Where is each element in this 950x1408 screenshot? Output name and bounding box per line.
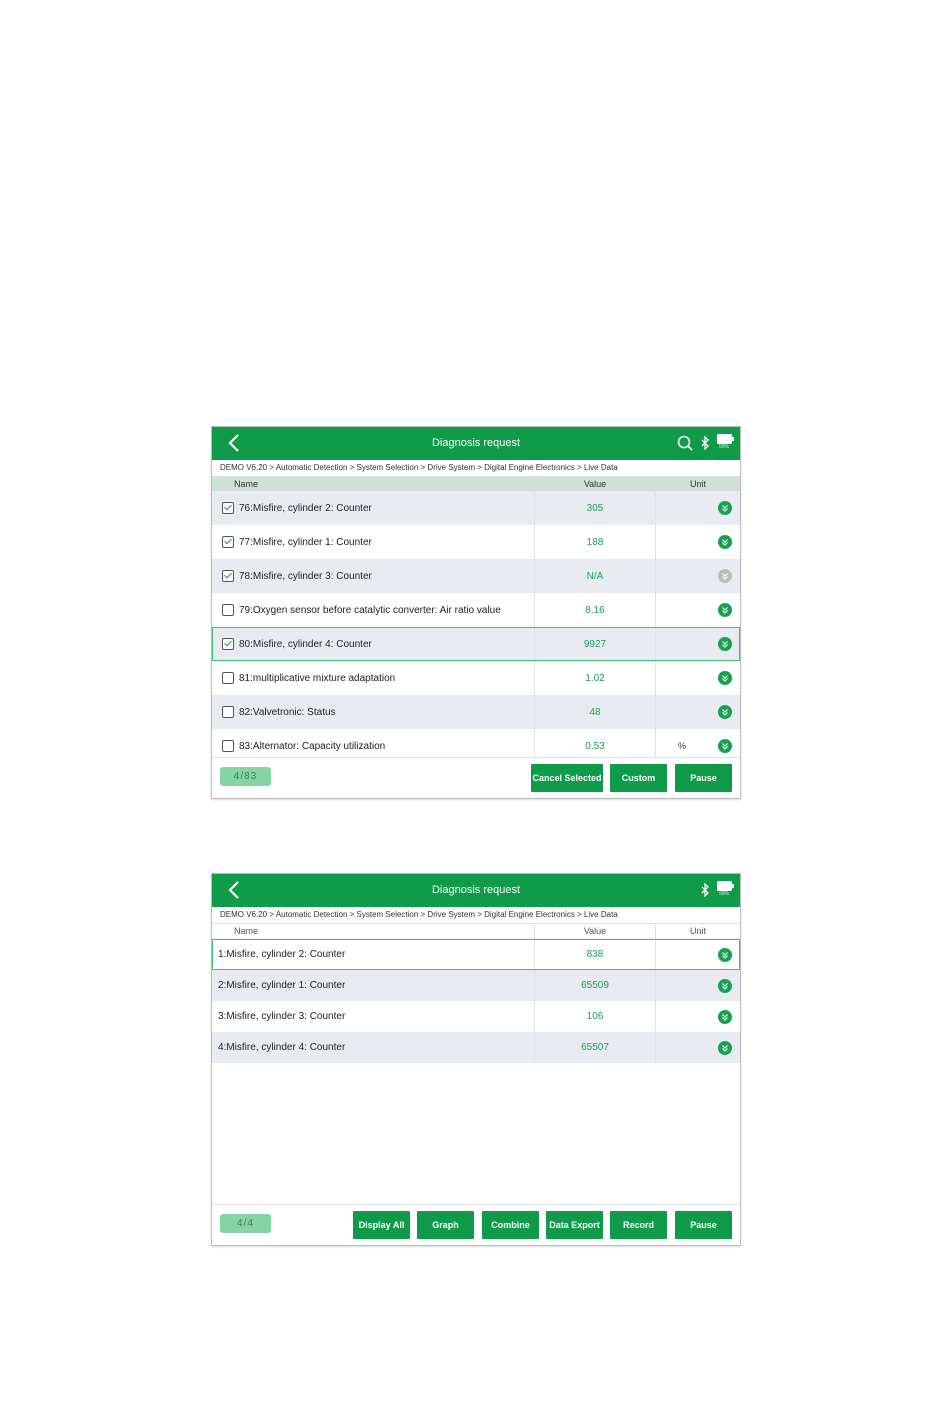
record-button[interactable]: Record xyxy=(610,1211,667,1239)
table-row-selected[interactable] xyxy=(212,939,740,970)
row-value: 838 xyxy=(535,939,656,970)
row-value: 106 xyxy=(535,1001,656,1032)
row-value: 1.02 xyxy=(535,661,656,695)
row-name: 81:multiplicative mixture adaptation xyxy=(239,672,396,684)
expand-chevron-icon[interactable] xyxy=(718,739,732,753)
battery-icon xyxy=(717,881,734,891)
battery-indicator xyxy=(717,434,734,452)
table-row[interactable] xyxy=(212,1032,740,1063)
battery-icon xyxy=(717,434,734,444)
row-name: 79:Oxygen sensor before catalytic converter: Air ratio value xyxy=(239,604,501,616)
row-value: N/A xyxy=(535,559,656,593)
row-name: 4:Misfire, cylinder 4: Counter xyxy=(218,1042,346,1053)
battery-indicator xyxy=(717,881,734,899)
battery-percent: 99% xyxy=(719,444,730,450)
row-name: 2:Misfire, cylinder 1: Counter xyxy=(218,980,346,991)
row-value: 188 xyxy=(535,525,656,559)
expand-chevron-icon[interactable] xyxy=(718,603,732,617)
live-data-screen-selection xyxy=(211,426,741,799)
row-value: 0.53 xyxy=(535,729,656,763)
table-header xyxy=(212,477,740,491)
page-indicator: 4/4 xyxy=(220,1214,271,1233)
page-title: Diagnosis request xyxy=(431,437,521,449)
expand-chevron-icon[interactable] xyxy=(718,705,732,719)
expand-chevron-icon[interactable] xyxy=(718,501,732,515)
row-name: 80:Misfire, cylinder 4: Counter xyxy=(239,638,372,650)
graph-button[interactable]: Graph xyxy=(417,1211,474,1239)
column-header-unit: Unit xyxy=(689,926,706,936)
table-row[interactable] xyxy=(212,525,740,559)
row-name: 77:Misfire, cylinder 1: Counter xyxy=(239,536,372,548)
column-header-name: Name xyxy=(212,924,535,938)
row-checkbox[interactable] xyxy=(222,672,234,684)
row-value: 65509 xyxy=(535,970,656,1001)
table-row[interactable] xyxy=(212,695,740,729)
display-all-button[interactable]: Display All xyxy=(353,1211,410,1239)
column-header-unit: Unit xyxy=(689,479,706,489)
row-unit: % xyxy=(678,741,687,751)
page-indicator: 4/83 xyxy=(220,767,271,786)
row-value: 65507 xyxy=(535,1032,656,1063)
bluetooth-icon xyxy=(700,883,710,897)
table-row-selected[interactable] xyxy=(212,627,740,661)
row-value: 9927 xyxy=(535,627,656,661)
row-name: 78:Misfire, cylinder 3: Counter xyxy=(239,570,372,582)
breadcrumb: DEMO V6.20 > Automatic Detection > System Selection > Drive System > Digital Engine Electronics > Live Data xyxy=(212,460,740,477)
battery-percent: 99% xyxy=(719,891,730,897)
row-checkbox[interactable] xyxy=(222,502,234,514)
row-value: 48 xyxy=(535,695,656,729)
expand-chevron-icon[interactable] xyxy=(718,1010,732,1024)
live-data-screen-values xyxy=(211,873,741,1246)
pause-button[interactable]: Pause xyxy=(675,1211,732,1239)
row-name: 76:Misfire, cylinder 2: Counter xyxy=(239,502,372,514)
table-row[interactable] xyxy=(212,593,740,627)
title-bar xyxy=(212,874,740,907)
custom-button[interactable]: Custom xyxy=(610,764,667,792)
row-checkbox[interactable] xyxy=(222,604,234,616)
expand-chevron-icon[interactable] xyxy=(718,637,732,651)
footer-toolbar xyxy=(212,757,740,798)
expand-chevron-icon[interactable] xyxy=(718,671,732,685)
expand-chevron-icon xyxy=(718,569,732,583)
combine-button[interactable]: Combine xyxy=(482,1211,539,1239)
table-row[interactable] xyxy=(212,970,740,1001)
expand-chevron-icon[interactable] xyxy=(718,535,732,549)
page-title: Diagnosis request xyxy=(431,884,521,896)
footer-toolbar xyxy=(212,1204,740,1245)
expand-chevron-icon[interactable] xyxy=(718,948,732,962)
row-name: 83:Alternator: Capacity utilization xyxy=(239,740,386,752)
table-row[interactable] xyxy=(212,491,740,525)
table-row[interactable] xyxy=(212,559,740,593)
row-checkbox[interactable] xyxy=(222,570,234,582)
row-value: 305 xyxy=(535,491,656,525)
search-icon[interactable] xyxy=(677,435,693,451)
row-name: 82:Valvetronic: Status xyxy=(239,706,336,718)
column-header-name: Name xyxy=(212,477,535,491)
bluetooth-icon xyxy=(700,436,710,450)
expand-chevron-icon[interactable] xyxy=(718,1041,732,1055)
row-checkbox[interactable] xyxy=(222,536,234,548)
pause-button[interactable]: Pause xyxy=(675,764,732,792)
breadcrumb: DEMO V6.20 > Automatic Detection > System Selection > Drive System > Digital Engine Electronics > Live Data xyxy=(212,907,740,924)
cancel-selected-button[interactable]: Cancel Selected xyxy=(531,764,603,792)
table-header xyxy=(212,924,740,939)
expand-chevron-icon[interactable] xyxy=(718,979,732,993)
table-row[interactable] xyxy=(212,1001,740,1032)
row-checkbox[interactable] xyxy=(222,638,234,650)
data-export-button[interactable]: Data Export xyxy=(546,1211,603,1239)
column-header-value: Value xyxy=(535,924,656,938)
table-row[interactable] xyxy=(212,661,740,695)
title-bar xyxy=(212,427,740,460)
column-header-value: Value xyxy=(535,477,656,491)
row-value: 8.16 xyxy=(535,593,656,627)
row-checkbox[interactable] xyxy=(222,740,234,752)
row-checkbox[interactable] xyxy=(222,706,234,718)
row-name: 3:Misfire, cylinder 3: Counter xyxy=(218,1011,346,1022)
row-name: 1:Misfire, cylinder 2: Counter xyxy=(218,949,346,960)
